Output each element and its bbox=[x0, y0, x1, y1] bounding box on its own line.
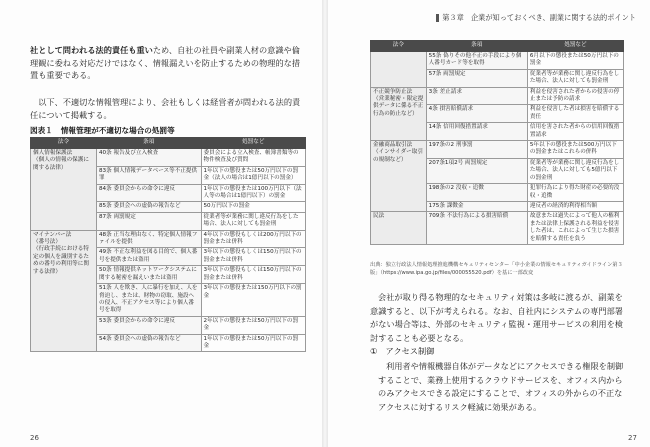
section-subheading: ① アクセス制御 bbox=[370, 346, 435, 356]
article-cell: 207条1項2号 両罰規定 bbox=[426, 158, 527, 183]
column-header: 処罰など bbox=[201, 138, 306, 149]
penalty-cell: 利益を侵害した者は損害を賠償する責任 bbox=[527, 105, 623, 123]
paragraph-text: ため、自社の社員や副業人材の意識や倫理観に委ねる対応だけではなく、情報漏えいを防止するための物理的な措置も重要である。 bbox=[30, 45, 301, 81]
chapter-header bbox=[436, 13, 636, 23]
table-row bbox=[371, 212, 624, 245]
paragraph-text: 会社が取り得る物理的なセキュリティ対策は多岐に渡るが、副業を意識すると、以下が考えられる。なお、自社内にシステムの専門部署がない場合等は、外部のセキュリティ監視・運用サービスの利用を検討することも必要となる。 bbox=[370, 292, 623, 343]
law-cell bbox=[371, 212, 427, 245]
penalty-cell: 委員会による立入検査、帳簿書類等の物件検査及び質問 bbox=[201, 149, 306, 167]
penalty-cell: 従業者等が業務に関し違反行為をした場合、法人に対しても罰金刑 bbox=[527, 69, 623, 87]
article-cell: 175条 課徴金 bbox=[426, 201, 527, 211]
source-note: 出典：独立行政法人情報処理推進機構セキュリティセンター「中小企業の情報セキュリティガイドライン第３版」（https://www.ipa.go.jp/files/000055520.pdf）を基に一部改変 bbox=[370, 262, 623, 276]
left-paragraph-1 bbox=[30, 44, 306, 82]
article-cell: 197条の2 刑事罰 bbox=[426, 141, 527, 159]
article-cell: 3条 差止請求 bbox=[426, 87, 527, 105]
page-number: 26 bbox=[30, 434, 39, 442]
article-cell: 53条 委員会からの命令に違反 bbox=[97, 316, 202, 334]
law-name: 民法 bbox=[373, 213, 385, 220]
header-bar-mark bbox=[436, 14, 439, 22]
penalty-cell: 信用を害された者からの信用回復措置請求 bbox=[527, 123, 623, 141]
article-cell: 14条 信用回復措置請求 bbox=[426, 123, 527, 141]
law-cell bbox=[31, 149, 97, 231]
right-paragraph-2 bbox=[378, 360, 626, 414]
table-row bbox=[31, 149, 306, 167]
penalty-cell: 3年以下の懲役または150万円以下の罰金 bbox=[201, 284, 306, 317]
penalty-cell: 違反者の経済的利得相当額 bbox=[527, 201, 623, 211]
article-cell: 4条 損害賠償請求 bbox=[426, 105, 527, 123]
chapter-title: 第３章 企業が知っておくべき、副業に関する法的ポイント bbox=[442, 13, 636, 22]
law-cell bbox=[371, 52, 427, 88]
penalty-cell: 6月以下の懲役または50万円以下の罰金 bbox=[527, 52, 623, 70]
penalty-cell: 50万円以下の罰金 bbox=[201, 202, 306, 212]
article-cell: 198条の2 没収・追徴 bbox=[426, 184, 527, 202]
penalty-table-right bbox=[370, 40, 624, 245]
paragraph-text: 以下、不適切な情報管理により、会社もしくは経営者が問われる法的責任について掲載する。 bbox=[30, 97, 301, 120]
penalty-cell: 従業者等が業務に関し違反行為をした場合、法人に対しても罰金刑 bbox=[201, 212, 306, 230]
figure-title bbox=[30, 125, 175, 136]
penalty-cell: 5年以下の懲役または500万円以下の罰金またはこれらの併科 bbox=[527, 141, 623, 159]
column-header: 法令 bbox=[31, 138, 97, 149]
emphasis-text: 社として問われる法的責任も重い bbox=[30, 45, 153, 55]
penalty-cell: 故意または過失によって他人の権利または法律上保護される利益を侵害した者は、これによって生じた損害を賠償する責任を負う bbox=[527, 212, 623, 245]
penalty-cell: 従業者等が業務に関し違反行為をした場合、法人に対しても5億円以下の罰金刑 bbox=[527, 158, 623, 183]
penalty-table-left bbox=[30, 137, 306, 352]
penalty-cell: 2年以下の懲役または50万円以下の罰金 bbox=[201, 316, 306, 334]
penalty-cell: 1年以下の懲役または50万円以下の罰金 bbox=[201, 334, 306, 352]
law-name: 金融商品取引法 （インサイダー取引の規制など） bbox=[373, 142, 423, 163]
article-cell: 87条 両罰規定 bbox=[97, 212, 202, 230]
law-name: 不正競争防止法 （営業秘密・限定提供データに係る不正行為の防止など） bbox=[373, 88, 424, 117]
column-header: 条項 bbox=[426, 41, 527, 52]
article-cell: 54条 委員会への虚偽の報告など bbox=[97, 334, 202, 352]
article-cell: 83条 個人情報データベース等不正提供罪 bbox=[97, 166, 202, 184]
law-cell bbox=[31, 230, 97, 352]
article-cell: 50条 情報提供ネットワークシステムに関する秘密を漏えいまたは盗用 bbox=[97, 266, 202, 284]
table-row bbox=[371, 52, 624, 70]
article-cell: 55条 偽りその他不正の手段により個人番号カード等を取得 bbox=[426, 52, 527, 70]
penalty-cell: 犯罪行為により得た財産の必要的没収・追徴 bbox=[527, 184, 623, 202]
penalty-cell: 4年以下の懲役もしくは200万円以下の罰金または併科 bbox=[201, 230, 306, 248]
table-row bbox=[371, 87, 624, 105]
column-header: 条項 bbox=[97, 138, 202, 149]
law-cell bbox=[371, 87, 427, 140]
page-number: 27 bbox=[628, 434, 637, 442]
column-header: 法令 bbox=[371, 41, 427, 52]
article-cell: 709条 不法行為による損害賠償 bbox=[426, 212, 527, 245]
penalty-cell: 1年以下の懲役または50万円以下の罰金（法人の場合は1億円以下の罰金） bbox=[201, 166, 306, 184]
law-cell bbox=[371, 141, 427, 212]
article-cell: 40条 報告及び立入検査 bbox=[97, 149, 202, 167]
article-cell: 51条 人を欺き、人に暴行を加え、人を脅迫し、または、財物の窃取、施設への侵入、不正アクセス等により個人番号を取得 bbox=[97, 284, 202, 317]
penalty-cell: 3年以下の懲役もしくは150万円以下の罰金または併科 bbox=[201, 266, 306, 284]
table-header-row bbox=[31, 138, 306, 149]
article-cell: 84条 委員会からの命令に違反 bbox=[97, 184, 202, 202]
left-page bbox=[0, 0, 322, 447]
article-cell: 57条 両罰規定 bbox=[426, 69, 527, 87]
right-paragraph-1 bbox=[370, 291, 626, 345]
left-paragraph-2 bbox=[30, 96, 306, 121]
table-row bbox=[371, 141, 624, 159]
table-header-row bbox=[371, 41, 624, 52]
table-row bbox=[31, 230, 306, 248]
figure-caption: 情報管理が不適切な場合の処罰等 bbox=[60, 126, 175, 135]
law-name: マイナンバー法 （番号法） （行政手続における特定の個人を識別するための番号の利用等に関する法律） bbox=[33, 231, 89, 275]
law-name: 個人情報保護法 （個人の情報の保護に関する法律） bbox=[33, 150, 89, 171]
paragraph-text: 利用者や情報機器自体がデータなどにアクセスできる権限を制御することで、業務上使用するクラウドサービスを、オフィス内からのみアクセスできる設定にすることで、オフィスの外からの不正なアクセスに対するリスク軽減に効果がある。 bbox=[378, 361, 624, 412]
article-cell: 49条 不正な利益を図る目的で、個人番号を提供または盗用 bbox=[97, 248, 202, 266]
penalty-cell: 3年以下の懲役もしくは150万円以下の罰金または併科 bbox=[201, 248, 306, 266]
column-header: 処罰など bbox=[527, 41, 623, 52]
article-cell: 48条 正当な理由なく、特定個人情報ファイルを提供 bbox=[97, 230, 202, 248]
figure-number: 図表１ bbox=[30, 126, 53, 135]
penalty-cell: 1年以下の懲役または100万円以下（法人等の場合は1億円以下）の罰金 bbox=[201, 184, 306, 202]
article-cell: 85条 委員会への虚偽の報告など bbox=[97, 202, 202, 212]
penalty-cell: 利益を侵害された者からの侵害の停止または予防の請求 bbox=[527, 87, 623, 105]
